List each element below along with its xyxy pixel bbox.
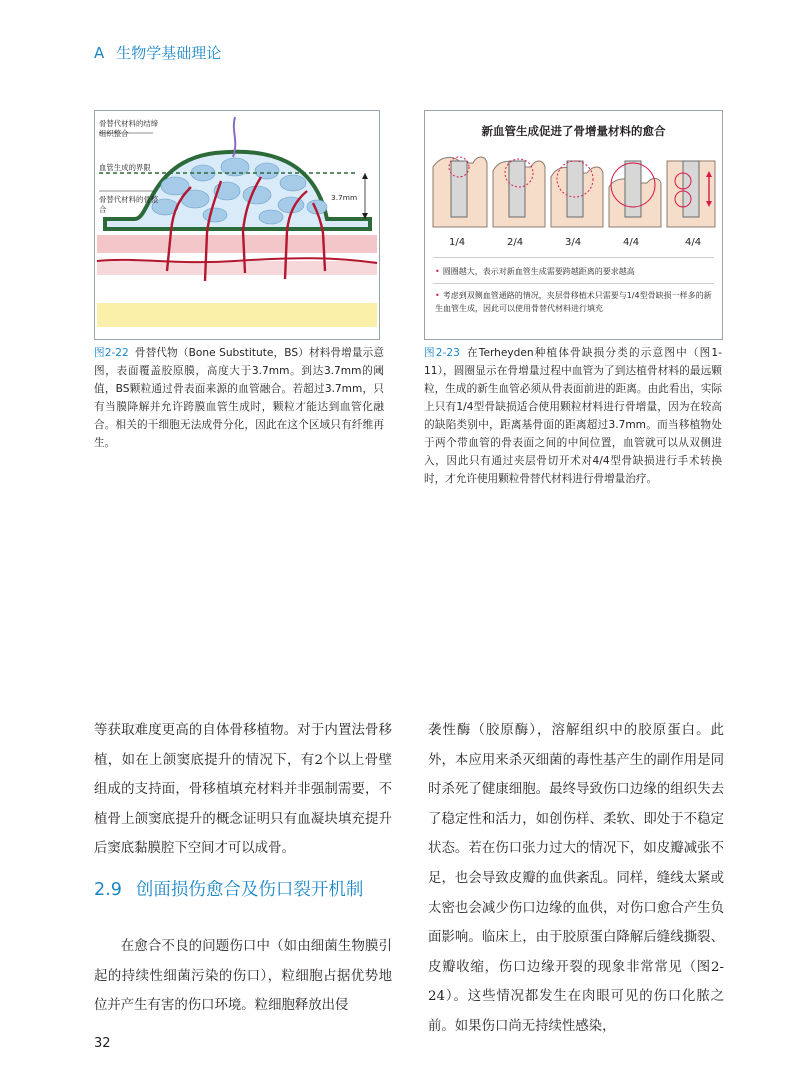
- figure-2-23-title: 新血管生成促进了骨增量材料的愈合: [481, 124, 666, 138]
- note-1-text: 圆圈越大，表示对新血管生成需要跨越距离的要求越高: [442, 267, 635, 276]
- note-2-text: 考虑到双侧血管通路的情况，夹层骨移植术只需要与1/4型骨缺损一样多的新生血管生成，因此可以使用骨替代材料进行填充: [435, 291, 712, 313]
- body-right: [428, 716, 724, 1042]
- paragraph-left-top: 等获取难度更高的自体骨移植物。对于内置法骨移植，如在上颌窦底提升的情况下，有2个以上骨壁组成的支持面，骨移植填充材料并非强制需要，不植骨上颌窦底提升的概念证明只有血凝块填充提升后窦底黏膜腔下空间才可以成骨。: [94, 723, 392, 857]
- bone-layer-top: [97, 235, 377, 253]
- header-section-title: 生物学基础理论: [116, 44, 222, 62]
- caption-2-22-label: 图2-22: [94, 347, 129, 359]
- paragraph-left-bottom: 在愈合不良的问题伤口中（如由细菌生物膜引起的持续性细菌污染的伤口），粒细胞占据优势地位并产生有害的伤口环境。粒细胞释放出侵: [94, 939, 392, 1014]
- caption-2-22: [94, 344, 384, 452]
- bone-layer-yellow: [97, 303, 377, 327]
- fraction-4: 4/4: [623, 237, 640, 248]
- page-number: 32: [94, 1036, 111, 1051]
- figure-2-23-note-2: • 考虑到双侧血管通路的情况，夹层骨移植术只需要与1/4型骨缺损一样多的新生血管生成，因此可以使用骨替代材料进行填充: [435, 291, 712, 313]
- fraction-3: 3/4: [565, 237, 582, 248]
- fraction-1: 1/4: [449, 237, 466, 248]
- figure-2-23: [424, 110, 723, 340]
- label-3-7mm: 3.7mm: [331, 193, 358, 202]
- defect-4-4-b: [667, 161, 715, 227]
- defect-class-diagram: [425, 147, 722, 267]
- figure-2-22: [94, 110, 380, 340]
- header-section-letter: A: [94, 44, 105, 62]
- caption-2-23-label: 图2-23: [424, 347, 460, 359]
- running-header: [94, 42, 221, 63]
- defect-1-4: [433, 157, 487, 227]
- defect-4-4-a: [609, 161, 661, 227]
- figure-2-23-note-1: • 圆圈越大，表示对新血管生成需要跨越距离的要求越高: [435, 267, 635, 276]
- body-left-bottom: [94, 932, 392, 1021]
- caption-2-23: [424, 344, 722, 488]
- section-title: 创面损伤愈合及伤口裂开机制: [135, 880, 364, 900]
- label-vascularization-limit: 血管生成的界限: [99, 163, 151, 172]
- paragraph-right: 袭性酶（胶原酶），溶解组织中的胶原蛋白。此外，本应用来杀灭细菌的毒性基产生的副作用是同时杀死了健康细胞。最终导致伤口边缘的组织失去了稳定性和活力，如创伤样、柔软、即处于不稳定状态。若在伤口张力过大的情况下，如皮瓣减张不足，也会导致皮瓣的血供紊乱。同样，缝线太紧或太密也会减少伤口边缘的血供，对伤口愈合产生负面影响。临床上，由于胶原蛋白降解后缝线撕裂、皮瓣收缩，伤口边缘开裂的现象非常常见（图2-24）。这些情况都发生在肉眼可见的伤口化脓之前。如果伤口尚无持续性感染，: [428, 723, 724, 1034]
- section-number: 2.9: [94, 880, 122, 900]
- bone-augmentation-diagram: [95, 111, 379, 339]
- fraction-5: 4/4: [685, 237, 702, 248]
- bone-layer-mid: [97, 261, 377, 275]
- label-osseointegration: 骨替代材料的骨整合: [99, 195, 159, 214]
- caption-2-22-text: 骨替代物（Bone Substitute，BS）材料骨增量示意图，表面覆盖胶原膜，高度大于3.7mm。到达3.7mm的阈值，BS颗粒通过骨表面来源的血管融合。若超过3.7mm，只有当膜降解并允许跨膜血管生成时，颗粒才能达到血管化融合。相关的干细胞无法成骨分化，因此在这个区域只有纤维再生。: [94, 347, 384, 449]
- defect-3-4: [551, 161, 603, 227]
- body-left-top: [94, 716, 392, 864]
- label-connective-integration: 骨替代材料的结缔组织整合: [99, 119, 159, 138]
- section-heading: [94, 876, 363, 901]
- caption-2-23-text: 在Terheyden种植体骨缺损分类的示意图中（图1-11），圆圈显示在骨增量过程中血管为了到达植骨材料的最远颗粒，生成的新生血管必须从骨表面前进的距离。由此看出，实际上只有1/4型骨缺损适合使用颗粒材料进行骨增量，因为在较高的缺陷类别中，距离基骨面的距离超过3.7mm。而当移植物处于两个带血管的骨表面之间的中间位置，血管就可以从双侧进入，因此只有通过夹层骨切开术对4/4型骨缺损进行手术转换时，才允许使用颗粒骨替代材料进行骨增量治疗。: [424, 347, 722, 485]
- defect-2-4: [493, 159, 545, 227]
- fraction-2: 2/4: [507, 237, 524, 248]
